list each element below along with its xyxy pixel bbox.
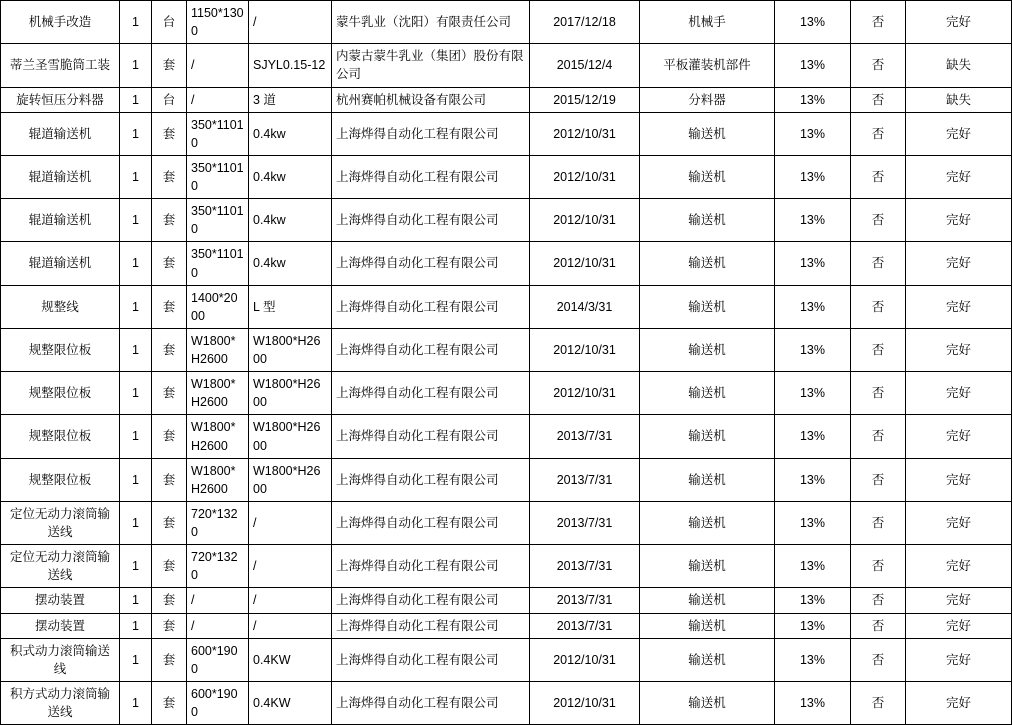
cell-rate: 13% — [775, 1, 851, 44]
table-row — [1, 613, 1012, 638]
cell-unit: 套 — [152, 199, 187, 242]
cell-spec: 0.4kw — [249, 199, 332, 242]
cell-qty: 1 — [120, 372, 152, 415]
cell-qty: 1 — [120, 501, 152, 544]
cell-unit: 套 — [152, 44, 187, 87]
cell-name: 规整线 — [1, 285, 120, 328]
cell-date: 2013/7/31 — [530, 613, 640, 638]
cell-unit: 套 — [152, 545, 187, 588]
table-row — [1, 285, 1012, 328]
cell-status: 完好 — [906, 372, 1012, 415]
cell-spec: W1800*H2600 — [249, 458, 332, 501]
cell-flag: 否 — [851, 613, 906, 638]
table-row — [1, 112, 1012, 155]
cell-spec: / — [249, 613, 332, 638]
cell-size: W1800*H2600 — [187, 415, 249, 458]
cell-qty: 1 — [120, 155, 152, 198]
cell-unit: 套 — [152, 458, 187, 501]
cell-name: 辊道输送机 — [1, 155, 120, 198]
cell-size: 600*1900 — [187, 638, 249, 681]
cell-status: 缺失 — [906, 44, 1012, 87]
cell-size: / — [187, 44, 249, 87]
cell-category: 分料器 — [640, 87, 775, 112]
cell-supplier: 上海烨得自动化工程有限公司 — [332, 328, 530, 371]
cell-flag: 否 — [851, 458, 906, 501]
cell-status: 完好 — [906, 328, 1012, 371]
cell-qty: 1 — [120, 199, 152, 242]
cell-name: 积式动力滚筒输送线 — [1, 638, 120, 681]
table-row — [1, 458, 1012, 501]
cell-size: / — [187, 87, 249, 112]
table-body — [1, 1, 1012, 725]
cell-category: 输送机 — [640, 199, 775, 242]
cell-unit: 套 — [152, 501, 187, 544]
cell-unit: 套 — [152, 285, 187, 328]
cell-date: 2013/7/31 — [530, 458, 640, 501]
cell-date: 2012/10/31 — [530, 372, 640, 415]
cell-date: 2012/10/31 — [530, 242, 640, 285]
cell-status: 完好 — [906, 242, 1012, 285]
cell-unit: 套 — [152, 415, 187, 458]
cell-rate: 13% — [775, 199, 851, 242]
cell-qty: 1 — [120, 681, 152, 724]
cell-supplier: 上海烨得自动化工程有限公司 — [332, 588, 530, 613]
cell-size: 350*11010 — [187, 199, 249, 242]
cell-spec: W1800*H2600 — [249, 372, 332, 415]
cell-status: 完好 — [906, 681, 1012, 724]
cell-rate: 13% — [775, 588, 851, 613]
cell-supplier: 上海烨得自动化工程有限公司 — [332, 285, 530, 328]
cell-name: 规整限位板 — [1, 458, 120, 501]
cell-qty: 1 — [120, 613, 152, 638]
cell-supplier: 上海烨得自动化工程有限公司 — [332, 155, 530, 198]
cell-rate: 13% — [775, 328, 851, 371]
cell-flag: 否 — [851, 328, 906, 371]
cell-supplier: 上海烨得自动化工程有限公司 — [332, 638, 530, 681]
table-row — [1, 44, 1012, 87]
cell-name: 机械手改造 — [1, 1, 120, 44]
cell-supplier: 内蒙古蒙牛乳业（集团）股份有限公司 — [332, 44, 530, 87]
table-row — [1, 372, 1012, 415]
cell-status: 完好 — [906, 1, 1012, 44]
cell-qty: 1 — [120, 328, 152, 371]
cell-unit: 套 — [152, 372, 187, 415]
cell-category: 输送机 — [640, 372, 775, 415]
cell-flag: 否 — [851, 501, 906, 544]
cell-spec: W1800*H2600 — [249, 415, 332, 458]
cell-rate: 13% — [775, 458, 851, 501]
table-row — [1, 681, 1012, 724]
cell-size: 350*11010 — [187, 112, 249, 155]
cell-qty: 1 — [120, 415, 152, 458]
cell-date: 2013/7/31 — [530, 415, 640, 458]
cell-supplier: 上海烨得自动化工程有限公司 — [332, 415, 530, 458]
cell-size: 720*1320 — [187, 545, 249, 588]
cell-spec: 3 道 — [249, 87, 332, 112]
cell-name: 定位无动力滚筒输送线 — [1, 545, 120, 588]
cell-flag: 否 — [851, 112, 906, 155]
cell-spec: 0.4kw — [249, 242, 332, 285]
cell-flag: 否 — [851, 545, 906, 588]
cell-qty: 1 — [120, 545, 152, 588]
cell-flag: 否 — [851, 588, 906, 613]
cell-spec: / — [249, 588, 332, 613]
cell-supplier: 上海烨得自动化工程有限公司 — [332, 681, 530, 724]
table-row — [1, 545, 1012, 588]
cell-spec: 0.4kw — [249, 155, 332, 198]
cell-status: 完好 — [906, 638, 1012, 681]
cell-qty: 1 — [120, 458, 152, 501]
cell-qty: 1 — [120, 1, 152, 44]
cell-supplier: 杭州赛帕机械设备有限公司 — [332, 87, 530, 112]
cell-flag: 否 — [851, 155, 906, 198]
cell-date: 2014/3/31 — [530, 285, 640, 328]
cell-name: 积方式动力滚筒输送线 — [1, 681, 120, 724]
cell-qty: 1 — [120, 638, 152, 681]
cell-status: 完好 — [906, 545, 1012, 588]
cell-unit: 套 — [152, 638, 187, 681]
cell-flag: 否 — [851, 1, 906, 44]
cell-size: 720*1320 — [187, 501, 249, 544]
cell-spec: W1800*H2600 — [249, 328, 332, 371]
cell-date: 2012/10/31 — [530, 155, 640, 198]
cell-qty: 1 — [120, 588, 152, 613]
cell-unit: 套 — [152, 588, 187, 613]
cell-spec: SJYL0.15-12 — [249, 44, 332, 87]
cell-size: 1150*1300 — [187, 1, 249, 44]
cell-flag: 否 — [851, 44, 906, 87]
cell-size: / — [187, 588, 249, 613]
cell-spec: / — [249, 1, 332, 44]
cell-status: 完好 — [906, 458, 1012, 501]
cell-date: 2013/7/31 — [530, 545, 640, 588]
table-row — [1, 87, 1012, 112]
cell-unit: 套 — [152, 112, 187, 155]
table-row — [1, 242, 1012, 285]
cell-flag: 否 — [851, 199, 906, 242]
cell-spec: / — [249, 501, 332, 544]
cell-name: 规整限位板 — [1, 328, 120, 371]
cell-date: 2012/10/31 — [530, 328, 640, 371]
cell-qty: 1 — [120, 285, 152, 328]
cell-rate: 13% — [775, 415, 851, 458]
table-row — [1, 199, 1012, 242]
cell-supplier: 上海烨得自动化工程有限公司 — [332, 372, 530, 415]
cell-category: 输送机 — [640, 242, 775, 285]
cell-supplier: 上海烨得自动化工程有限公司 — [332, 112, 530, 155]
cell-spec: 0.4KW — [249, 681, 332, 724]
cell-name: 规整限位板 — [1, 372, 120, 415]
cell-qty: 1 — [120, 112, 152, 155]
cell-rate: 13% — [775, 372, 851, 415]
cell-qty: 1 — [120, 44, 152, 87]
cell-date: 2015/12/19 — [530, 87, 640, 112]
cell-name: 辊道输送机 — [1, 199, 120, 242]
cell-supplier: 上海烨得自动化工程有限公司 — [332, 545, 530, 588]
cell-status: 缺失 — [906, 87, 1012, 112]
cell-flag: 否 — [851, 285, 906, 328]
cell-rate: 13% — [775, 681, 851, 724]
cell-supplier: 蒙牛乳业（沈阳）有限责任公司 — [332, 1, 530, 44]
cell-flag: 否 — [851, 87, 906, 112]
cell-rate: 13% — [775, 242, 851, 285]
cell-rate: 13% — [775, 285, 851, 328]
cell-category: 机械手 — [640, 1, 775, 44]
cell-name: 规整限位板 — [1, 415, 120, 458]
cell-date: 2012/10/31 — [530, 681, 640, 724]
cell-category: 平板灌装机部件 — [640, 44, 775, 87]
cell-flag: 否 — [851, 681, 906, 724]
cell-qty: 1 — [120, 242, 152, 285]
cell-rate: 13% — [775, 638, 851, 681]
table-row — [1, 155, 1012, 198]
cell-size: W1800*H2600 — [187, 328, 249, 371]
cell-rate: 13% — [775, 501, 851, 544]
cell-supplier: 上海烨得自动化工程有限公司 — [332, 501, 530, 544]
cell-unit: 套 — [152, 155, 187, 198]
cell-name: 蒂兰圣雪脆筒工装 — [1, 44, 120, 87]
cell-supplier: 上海烨得自动化工程有限公司 — [332, 242, 530, 285]
table-row — [1, 501, 1012, 544]
cell-date: 2012/10/31 — [530, 199, 640, 242]
cell-status: 完好 — [906, 199, 1012, 242]
cell-date: 2013/7/31 — [530, 501, 640, 544]
table-row — [1, 415, 1012, 458]
cell-flag: 否 — [851, 415, 906, 458]
cell-rate: 13% — [775, 87, 851, 112]
cell-category: 输送机 — [640, 638, 775, 681]
cell-unit: 套 — [152, 613, 187, 638]
cell-rate: 13% — [775, 613, 851, 638]
cell-date: 2012/10/31 — [530, 638, 640, 681]
table-row — [1, 328, 1012, 371]
cell-status: 完好 — [906, 415, 1012, 458]
cell-size: / — [187, 613, 249, 638]
cell-rate: 13% — [775, 545, 851, 588]
cell-unit: 套 — [152, 242, 187, 285]
cell-date: 2013/7/31 — [530, 588, 640, 613]
cell-supplier: 上海烨得自动化工程有限公司 — [332, 199, 530, 242]
cell-name: 摆动装置 — [1, 613, 120, 638]
cell-category: 输送机 — [640, 501, 775, 544]
cell-unit: 台 — [152, 87, 187, 112]
cell-category: 输送机 — [640, 415, 775, 458]
cell-category: 输送机 — [640, 588, 775, 613]
cell-category: 输送机 — [640, 285, 775, 328]
cell-unit: 套 — [152, 681, 187, 724]
cell-date: 2017/12/18 — [530, 1, 640, 44]
cell-spec: L 型 — [249, 285, 332, 328]
cell-flag: 否 — [851, 372, 906, 415]
cell-unit: 套 — [152, 328, 187, 371]
cell-status: 完好 — [906, 613, 1012, 638]
cell-size: 350*11010 — [187, 155, 249, 198]
cell-status: 完好 — [906, 112, 1012, 155]
cell-status: 完好 — [906, 588, 1012, 613]
cell-size: 600*1900 — [187, 681, 249, 724]
cell-rate: 13% — [775, 155, 851, 198]
cell-supplier: 上海烨得自动化工程有限公司 — [332, 613, 530, 638]
cell-name: 摆动装置 — [1, 588, 120, 613]
cell-name: 辊道输送机 — [1, 112, 120, 155]
cell-size: 350*11010 — [187, 242, 249, 285]
cell-status: 完好 — [906, 285, 1012, 328]
cell-spec: 0.4KW — [249, 638, 332, 681]
cell-size: 1400*2000 — [187, 285, 249, 328]
cell-size: W1800*H2600 — [187, 372, 249, 415]
table-row — [1, 1, 1012, 44]
cell-category: 输送机 — [640, 112, 775, 155]
cell-category: 输送机 — [640, 328, 775, 371]
table-row — [1, 638, 1012, 681]
cell-rate: 13% — [775, 112, 851, 155]
cell-category: 输送机 — [640, 613, 775, 638]
cell-spec: 0.4kw — [249, 112, 332, 155]
cell-date: 2012/10/31 — [530, 112, 640, 155]
cell-qty: 1 — [120, 87, 152, 112]
cell-name: 旋转恒压分料器 — [1, 87, 120, 112]
cell-category: 输送机 — [640, 458, 775, 501]
cell-status: 完好 — [906, 155, 1012, 198]
cell-date: 2015/12/4 — [530, 44, 640, 87]
cell-spec: / — [249, 545, 332, 588]
table-row — [1, 588, 1012, 613]
cell-name: 定位无动力滚筒输送线 — [1, 501, 120, 544]
cell-unit: 台 — [152, 1, 187, 44]
cell-size: W1800*H2600 — [187, 458, 249, 501]
cell-name: 辊道输送机 — [1, 242, 120, 285]
cell-supplier: 上海烨得自动化工程有限公司 — [332, 458, 530, 501]
cell-flag: 否 — [851, 242, 906, 285]
cell-flag: 否 — [851, 638, 906, 681]
cell-category: 输送机 — [640, 155, 775, 198]
cell-status: 完好 — [906, 501, 1012, 544]
cell-category: 输送机 — [640, 681, 775, 724]
cell-category: 输送机 — [640, 545, 775, 588]
cell-rate: 13% — [775, 44, 851, 87]
